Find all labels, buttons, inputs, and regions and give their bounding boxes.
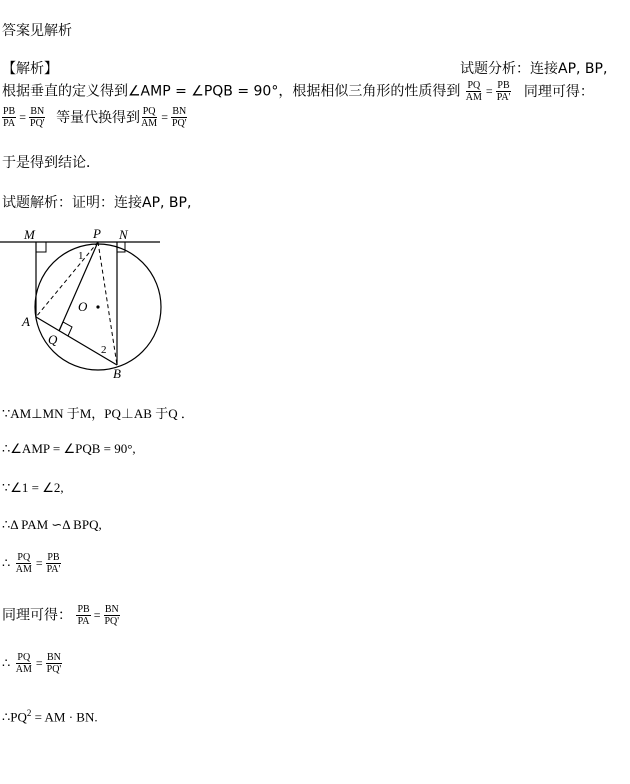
label-o: O xyxy=(78,299,88,314)
proof-step-4: ∴Δ PAM ∽Δ BPQ, xyxy=(2,517,102,532)
proof-step-3: ∵∠1 = ∠2, xyxy=(2,480,64,495)
answer-note: 答案见解析 xyxy=(2,23,72,39)
proof-step-1: ∵AM⊥MN 于M，PQ⊥AB 于Q ． xyxy=(2,406,194,421)
fraction-pq-am-2: $\frac{PQ}{AM}$ xyxy=(141,106,158,129)
analysis-line-1b: ，根据相似三角形的性质得到 xyxy=(278,83,461,100)
fraction-bn-pq-4: $\frac{BN}{PQ'}$ xyxy=(104,604,120,627)
fraction-bn-pq: $\frac{BN}{PQ'}$ xyxy=(30,106,45,129)
fraction-pb-pa-3: $\frac{PB}{PA'}$ xyxy=(46,552,61,575)
analysis-line-2a: 等量代换得到 xyxy=(56,109,141,126)
center-point-o xyxy=(96,305,99,308)
fraction-pb-pa: $\frac{PB}{PA'}$ xyxy=(496,80,511,103)
analysis-intro: 试题分析：连接AP, BP, xyxy=(460,61,608,77)
label-n: N xyxy=(119,227,128,242)
proof-step-7: ∴ $\frac{PQ}{AM}$ = $\frac{BN}{PQ'}$ xyxy=(2,652,62,675)
segment-pa-dashed xyxy=(36,242,98,317)
right-angle-m xyxy=(36,242,46,252)
analysis-line-1: 根据垂直的定义得到∠AMP = ∠PQB = 90°，根据相似三角形的性质得到 $\frac{PQ}{AM}$ = $\frac{PB}{PA'}$ 同理可得： xyxy=(2,80,594,103)
fraction-pq-am-3: $\frac{PQ}{AM}$ xyxy=(15,552,32,575)
label-m: M xyxy=(24,227,35,242)
fraction-pb-pa-plain: $\frac{PB}{PA}$ xyxy=(3,106,16,129)
label-angle-2: 2 xyxy=(101,344,107,356)
label-angle-1: 1 xyxy=(78,250,84,262)
analysis-line-1c: 同理可得： xyxy=(523,83,594,100)
label-b: B xyxy=(113,366,121,381)
analysis-conclusion: 于是得到结论． xyxy=(2,155,100,171)
analysis-line-1a: 根据垂直的定义得到∠AMP = ∠PQB = 90° xyxy=(2,83,279,100)
solution-label: 试题解析：证明：连接AP, BP, xyxy=(2,195,192,211)
label-p: P xyxy=(93,226,101,241)
fraction-bn-pq-2: $\frac{BN}{PQ'}$ xyxy=(171,106,187,129)
fraction-pq-am: $\frac{PQ}{AM}$ xyxy=(465,80,482,103)
fraction-bn-pq-5: $\frac{BN}{PQ'}$ xyxy=(46,652,62,675)
proof-step-2: ∴∠AMP = ∠PQB = 90°, xyxy=(2,441,136,456)
fraction-pq-am-5: $\frac{PQ}{AM}$ xyxy=(15,652,32,675)
geometry-figure xyxy=(0,225,170,385)
analysis-tag: 【解析】 xyxy=(2,61,58,77)
label-q: Q xyxy=(48,332,58,347)
proof-step-5: ∴ $\frac{PQ}{AM}$ = $\frac{PB}{PA'}$ xyxy=(2,552,61,575)
analysis-line-2: $\frac{PB}{PA}$ = $\frac{BN}{PQ'}$ 等量代换得到 $\frac{PQ}{AM}$ = $\frac{BN}{PQ'}$ xyxy=(3,106,187,129)
proof-step-6: 同理可得： $\frac{PB}{PA}$ = $\frac{BN}{PQ'}$ xyxy=(2,604,120,627)
label-a: A xyxy=(22,314,30,329)
proof-conclusion: $\therefore PQ^2$ = AM · BN. xyxy=(2,708,98,725)
fraction-pb-pa-4: $\frac{PB}{PA}$ xyxy=(77,604,90,627)
